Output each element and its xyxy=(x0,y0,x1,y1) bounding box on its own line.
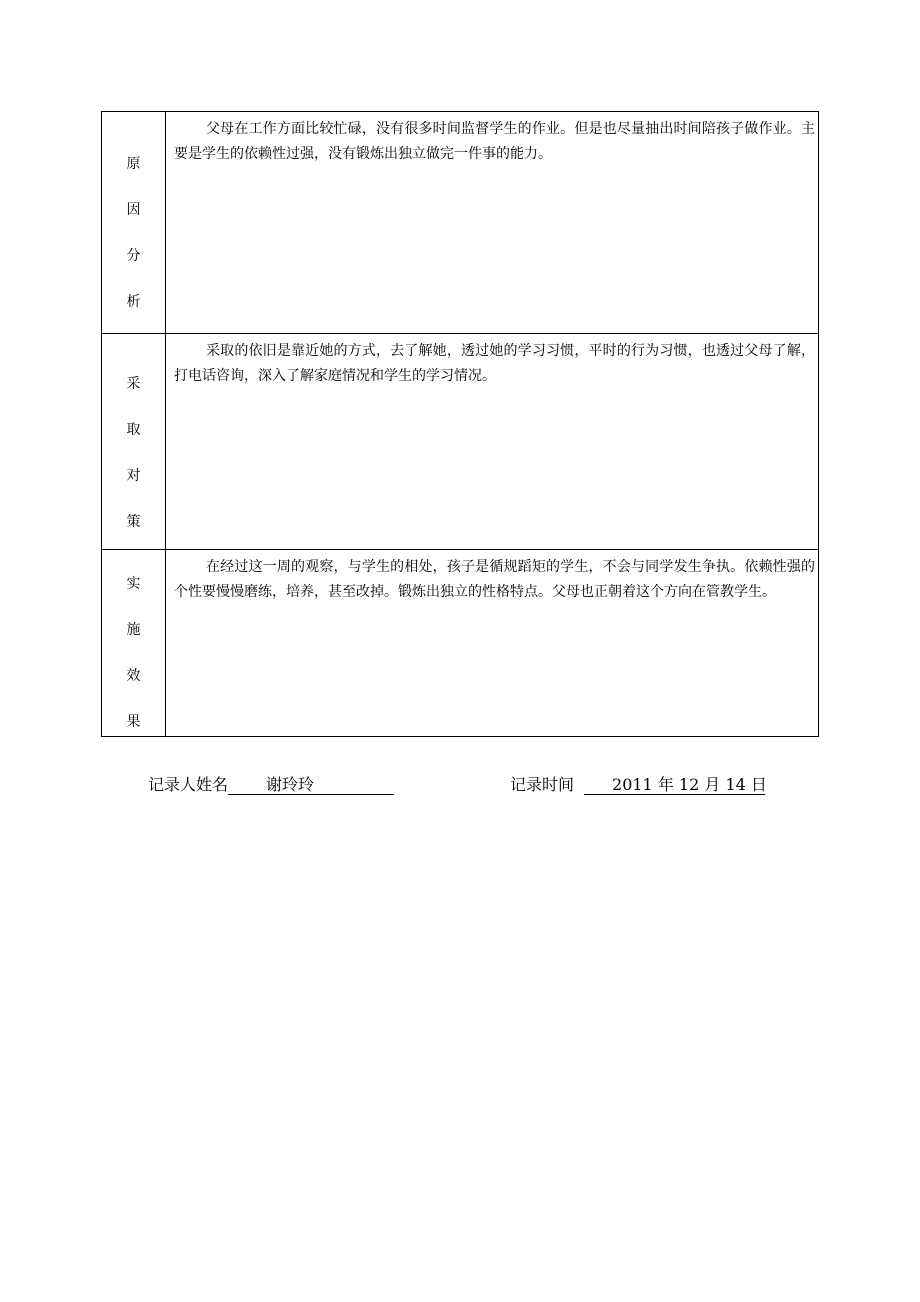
label-char: 取 xyxy=(126,422,141,438)
row-label xyxy=(102,112,165,311)
recorder-name: 谢玲玲 xyxy=(228,776,394,795)
label-char: 实 xyxy=(126,576,141,592)
row-label-cell xyxy=(102,112,166,334)
label-char: 采 xyxy=(126,376,141,392)
row-content-text: 父母在工作方面比较忙碌，没有很多时间监督学生的作业。但是也尽量抽出时间陪孩子做作业。主要是学生的依赖性过强，没有锻炼出独立做完一件事的能力。 xyxy=(174,121,815,162)
recorder-label: 记录人姓名 xyxy=(148,775,229,794)
row-content-cell xyxy=(166,334,819,550)
record-time-line xyxy=(510,772,765,795)
table-row-measures xyxy=(102,334,819,550)
table-row-reason-analysis xyxy=(102,112,819,334)
row-content-text: 在经过这一周的观察，与学生的相处，孩子是循规蹈矩的学生，不会与同学发生争执。依赖性强的个性要慢慢磨练，培养，甚至改掉。锻炼出独立的性格特点。父母也正朝着这个方向在管教学生。 xyxy=(174,559,815,600)
row-content-cell xyxy=(166,550,819,737)
recorder-line xyxy=(148,772,394,795)
label-char: 施 xyxy=(126,622,141,638)
record-time-value: 2011 年 12 月 14 日 xyxy=(584,776,765,795)
label-char: 原 xyxy=(126,156,141,172)
row-label xyxy=(102,334,165,531)
row-label-cell xyxy=(102,550,166,737)
label-char: 果 xyxy=(126,714,141,730)
row-label-cell xyxy=(102,334,166,550)
record-table xyxy=(101,111,819,737)
label-char: 析 xyxy=(126,294,141,310)
table-row-effect xyxy=(102,550,819,737)
row-content-cell xyxy=(166,112,819,334)
record-time-label: 记录时间 xyxy=(510,775,575,794)
label-char: 分 xyxy=(126,248,141,264)
label-char: 对 xyxy=(126,468,141,484)
row-label xyxy=(102,550,165,731)
label-char: 效 xyxy=(126,668,141,684)
row-content-text: 采取的依旧是靠近她的方式，去了解她，透过她的学习习惯，平时的行为习惯，也透过父母了解，打电话咨询，深入了解家庭情况和学生的学习情况。 xyxy=(174,343,815,384)
label-char: 策 xyxy=(126,514,141,530)
label-char: 因 xyxy=(126,202,141,218)
